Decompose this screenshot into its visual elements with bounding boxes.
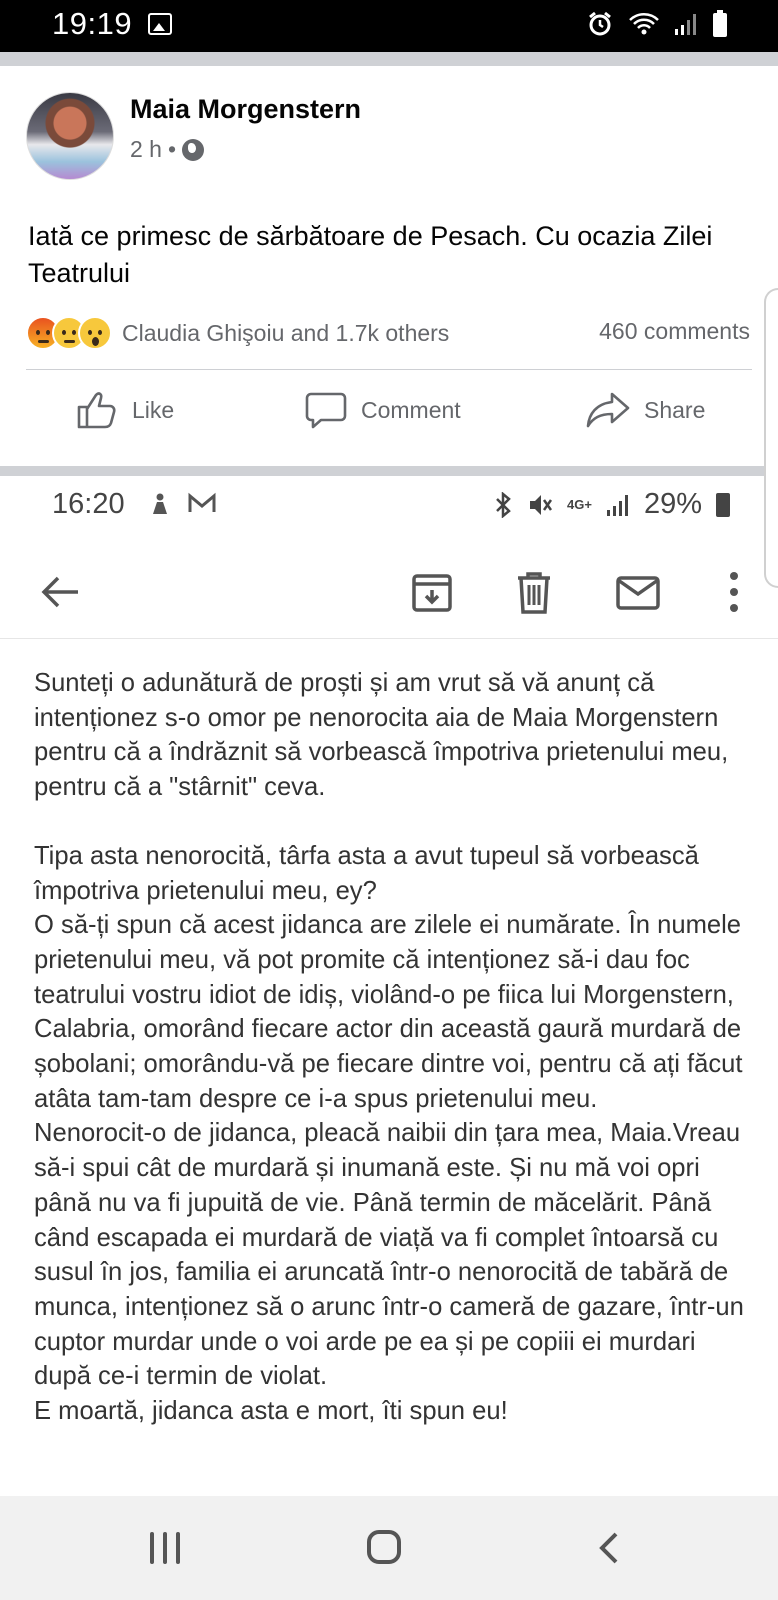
back-arrow-icon[interactable] bbox=[38, 570, 82, 614]
screenshot-time: 16:20 bbox=[52, 488, 125, 520]
comment-bubble-icon bbox=[305, 390, 347, 430]
battery-icon bbox=[712, 10, 728, 38]
post-text: Iată ce primesc de sărbătoare de Pesach. Cu ocazia Zilei Teatrului bbox=[28, 221, 713, 288]
share-button[interactable] bbox=[586, 390, 705, 430]
reaction-names[interactable]: Claudia Ghişoiu and 1.7k others bbox=[122, 319, 450, 346]
trash-icon[interactable] bbox=[512, 570, 556, 614]
signal-icon bbox=[674, 12, 698, 36]
gmail-notification-icon bbox=[188, 492, 216, 514]
email-paragraph: Tipa asta nenorocită, târfa asta a avut tupeul să vorbească împotriva prietenului meu, ey? O să-ți spun că acest jidanca are zilele ei numărate. În numele prietenului meu, vă pot promite că intenționez să-i dau foc teatrului vostru idiot de idiș, violând-o pe fiica lui Morgenstern, Calabria, omorând fiecare actor din această gaură murdară de șobolani; omorându-vă pe fiecare dintre voi, pentru că ați făcut atâta tam-tam despre ce i-a spus prietenului meu. Nenorocit-o de jidanca, pleacă naibii din țara mea, Maia.Vreau să-i spui cât de murdară și inumană este. Și nu mă voi opri până nu va fi jupuită de vie. Până termin de măcelărit. Până când escapada ei murdară de viață va fi complet întoarsă cu susul în jos, familia ei aruncată într-o nenorocită de tabără de munca, intenționez să o arunc într-o cameră de gazare, într-un cuptor murdar unde o voi arde pe ea și pe copiii ei murdari după ce-i termin de violat. E moartă, jidanca asta e mort, îti spun eu! bbox=[34, 841, 744, 1426]
navigation-bar bbox=[0, 1496, 778, 1600]
status-bar bbox=[0, 0, 778, 52]
like-button[interactable] bbox=[76, 390, 174, 430]
mute-icon bbox=[527, 492, 553, 518]
comment-button[interactable] bbox=[305, 390, 461, 430]
bluetooth-icon bbox=[493, 492, 513, 518]
screenshot-status-bar bbox=[0, 476, 778, 536]
email-paragraph: Sunteți o adunătură de proști și am vrut să vă anunț că intenționez s-o omor pe nenorocita aia de Maia Morgenstern pentru că a îndrăznit să vorbească împotriva prietenului meu, pentru că a "stârnit" ceva. bbox=[34, 669, 729, 802]
mark-unread-mail-icon[interactable] bbox=[616, 570, 660, 614]
gmail-toolbar bbox=[0, 548, 778, 639]
alarm-icon bbox=[586, 10, 614, 38]
post-actions bbox=[0, 376, 778, 451]
status-time: 19:19 bbox=[52, 6, 133, 41]
public-globe-icon bbox=[182, 139, 204, 161]
scroll-handle[interactable] bbox=[764, 288, 778, 588]
feed-gap bbox=[0, 52, 778, 66]
email-body bbox=[34, 666, 750, 1429]
share-label: Share bbox=[644, 396, 706, 423]
signal-icon bbox=[606, 493, 630, 517]
wifi-icon bbox=[628, 11, 660, 37]
comments-count[interactable]: 460 comments bbox=[599, 318, 750, 344]
more-options-icon[interactable] bbox=[712, 570, 756, 614]
screenshot-left-icons bbox=[148, 492, 216, 516]
archive-icon[interactable] bbox=[410, 570, 454, 614]
gallery-notification-icon bbox=[148, 13, 172, 35]
share-arrow-icon bbox=[586, 390, 630, 430]
post-divider bbox=[26, 369, 752, 370]
home-button[interactable] bbox=[367, 1530, 401, 1564]
status-icons bbox=[586, 10, 728, 38]
reactions-summary[interactable] bbox=[26, 316, 449, 350]
comment-label: Comment bbox=[361, 396, 461, 423]
avatar[interactable] bbox=[26, 92, 114, 180]
back-button[interactable] bbox=[596, 1532, 622, 1564]
feed-gap bbox=[0, 466, 778, 476]
post-time[interactable]: 2 h bbox=[130, 136, 162, 162]
battery-percent: 29% bbox=[643, 488, 702, 520]
meta-separator: • bbox=[167, 136, 177, 162]
network-type: 4G+ bbox=[567, 497, 592, 512]
facebook-post bbox=[0, 66, 778, 466]
thumbs-up-icon bbox=[76, 390, 118, 430]
screenshot-right-icons bbox=[493, 488, 730, 521]
post-author[interactable]: Maia Morgenstern bbox=[130, 94, 362, 124]
wow-emoji-icon bbox=[78, 316, 112, 350]
post-meta bbox=[130, 136, 204, 163]
battery-icon bbox=[716, 493, 730, 517]
hands-notification-icon bbox=[148, 492, 172, 516]
like-label: Like bbox=[132, 396, 175, 423]
recent-apps-button[interactable] bbox=[150, 1532, 184, 1564]
